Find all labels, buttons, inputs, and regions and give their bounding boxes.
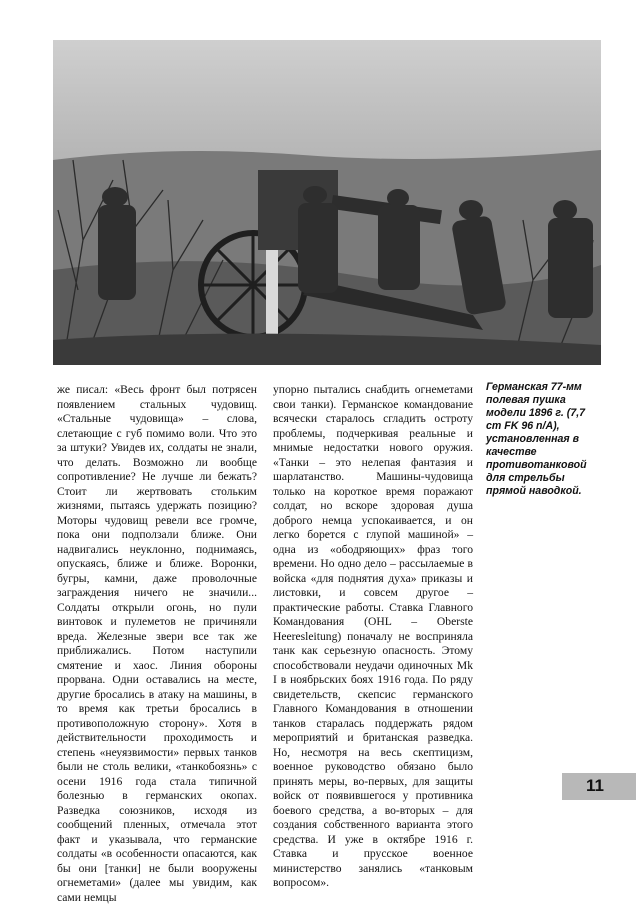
text-column-2 [273,383,473,891]
text-column-1 [57,383,257,905]
photo-artillery-crew-icon [53,40,601,365]
column-2-text: упорно пытались снабдить огнеметами свои танки). Германское командование всячески старалось сгладить остроту проблемы, подчеркивая реальные и мнимые недостатки нового оружия. «Танки – это нелепая фантазия и шарлатанство. Машины-чудовища только на короткое время поражают солдат, но вскоре здоровая душа доброго немца успокаивается, и он легко борется с глупой машиной» – одна из «ободряющих» фраз того времени. Но одно дело – рассылаемые в войска «для поднятия духа» приказы и листовки, и совсем другое – практические работы. Ставка Главного Командования (OHL – Oberste Heeresleitung) поначалу не восприняла танк как серьезную опасность. Этому способствовали неудачи одиночных Mk I в ноябрьских боях 1916 года. По ряду свидетельств, скепсис германского Главного Командования в отношении танков старалась поддержать рядом мероприятий и британская разведка. Но, несмотря на весь скептицизм, военное руководство обязано было принять меры, во-первых, для защиты войск от появившегося у противника боевого средства, а во-вторых – для создания собственного варианта этого средства. И уже в октябре 1916 г. Ставка и прусское военное министерство занялись «танковым вопросом». [273,383,473,889]
photo-caption: Германская 77-мм полевая пушка модели 1896 г. (7,7 cm FK 96 n/A), установленная в качестве противотанковой для стрельбы прямой наводкой. [486,381,587,497]
artillery-photo [53,40,601,365]
page-number: 11 [586,776,604,795]
column-1-text: же писал: «Весь фронт был потрясен появлением стальных чудовищ. «Стальные чудовища» – слова, слетающие с губ помимо воли. Что это за штуки? Увидев их, солдаты не знали, что делать. Возможно ли вообще сопротивление? Не лучше ли бежать? Стоит ли жертвовать стольким жизнями, пытаясь удержать позицию? Моторы чудовищ ревели все громче, пока они подползали ближе. Они надвигались неуклонно, поднимаясь, опускаясь, ближе и ближе. Воронки, бугры, камни, даже проволочные заграждения ничего не значили... Солдаты открыли огонь, но пули винтовок и пулеметов не причиняли вреда. Железные звери все так же приближались. Потом наступили смятение и хаос. Линия обороны прорвана. Одни оставались на месте, другие бросались в атаку на машины, в то время как третьи бросались в противоположную сторону». Хотя в действительности проходимость и степень «неуязвимости» первых танков были не столь велики, «танкобоязнь» с осени 1916 года стала типичной болезнью в германских окопах. Разведка союзников, исходя из сообщений пленных, отмечала этот факт и указывала, что германские солдаты «в особенности опасаются, как бы они [танки] не были вооружены огнеметами» (далее мы увидим, как сами немцы [57,383,257,904]
